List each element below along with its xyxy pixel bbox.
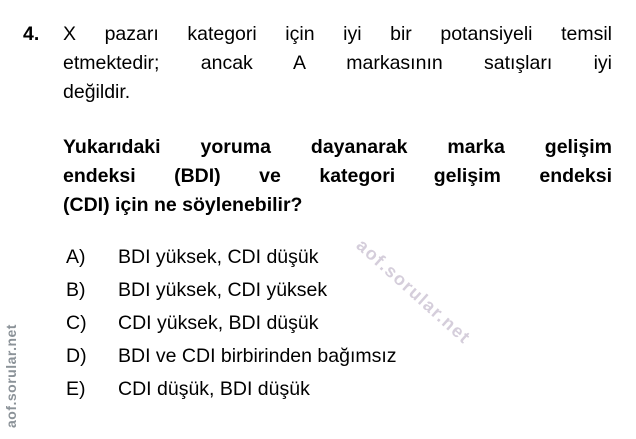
- option-a: [66, 243, 615, 272]
- option-b: [66, 276, 615, 305]
- question-statement: [63, 20, 612, 107]
- option-d-letter: D): [66, 345, 87, 367]
- statement-line-1: X pazarı kategori için iyi bir potansiyeli temsil: [63, 23, 612, 45]
- options-list: [66, 243, 615, 408]
- option-b-text: BDI yüksek, CDI yüksek: [118, 279, 328, 301]
- option-c-text: CDI yüksek, BDI düşük: [118, 312, 319, 334]
- option-d-text: BDI ve CDI birbirinden bağımsız: [118, 345, 397, 367]
- option-c: [66, 309, 615, 338]
- option-a-letter: A): [66, 246, 86, 268]
- question-number: 4.: [23, 23, 40, 45]
- option-b-letter: B): [66, 279, 86, 301]
- option-d: [66, 342, 615, 371]
- question-prompt: [63, 133, 612, 220]
- option-e: [66, 375, 615, 404]
- watermark-diagonal: aof.sorular.net: [352, 235, 475, 348]
- prompt-line-2: endeksi (BDI) ve kategori gelişim endeksi: [63, 165, 612, 187]
- watermark-left: aof.sorular.net: [3, 324, 19, 428]
- option-e-text: CDI düşük, BDI düşük: [118, 378, 310, 400]
- prompt-line-3: (CDI) için ne söylenebilir?: [63, 194, 303, 216]
- statement-line-3: değildir.: [63, 81, 131, 103]
- option-c-letter: C): [66, 312, 87, 334]
- option-e-letter: E): [66, 378, 86, 400]
- prompt-line-1: Yukarıdaki yoruma dayanarak marka gelişim: [63, 136, 612, 158]
- statement-line-2: etmektedir; ancak A markasının satışları iyi: [63, 52, 612, 74]
- option-a-text: BDI yüksek, CDI düşük: [118, 246, 319, 268]
